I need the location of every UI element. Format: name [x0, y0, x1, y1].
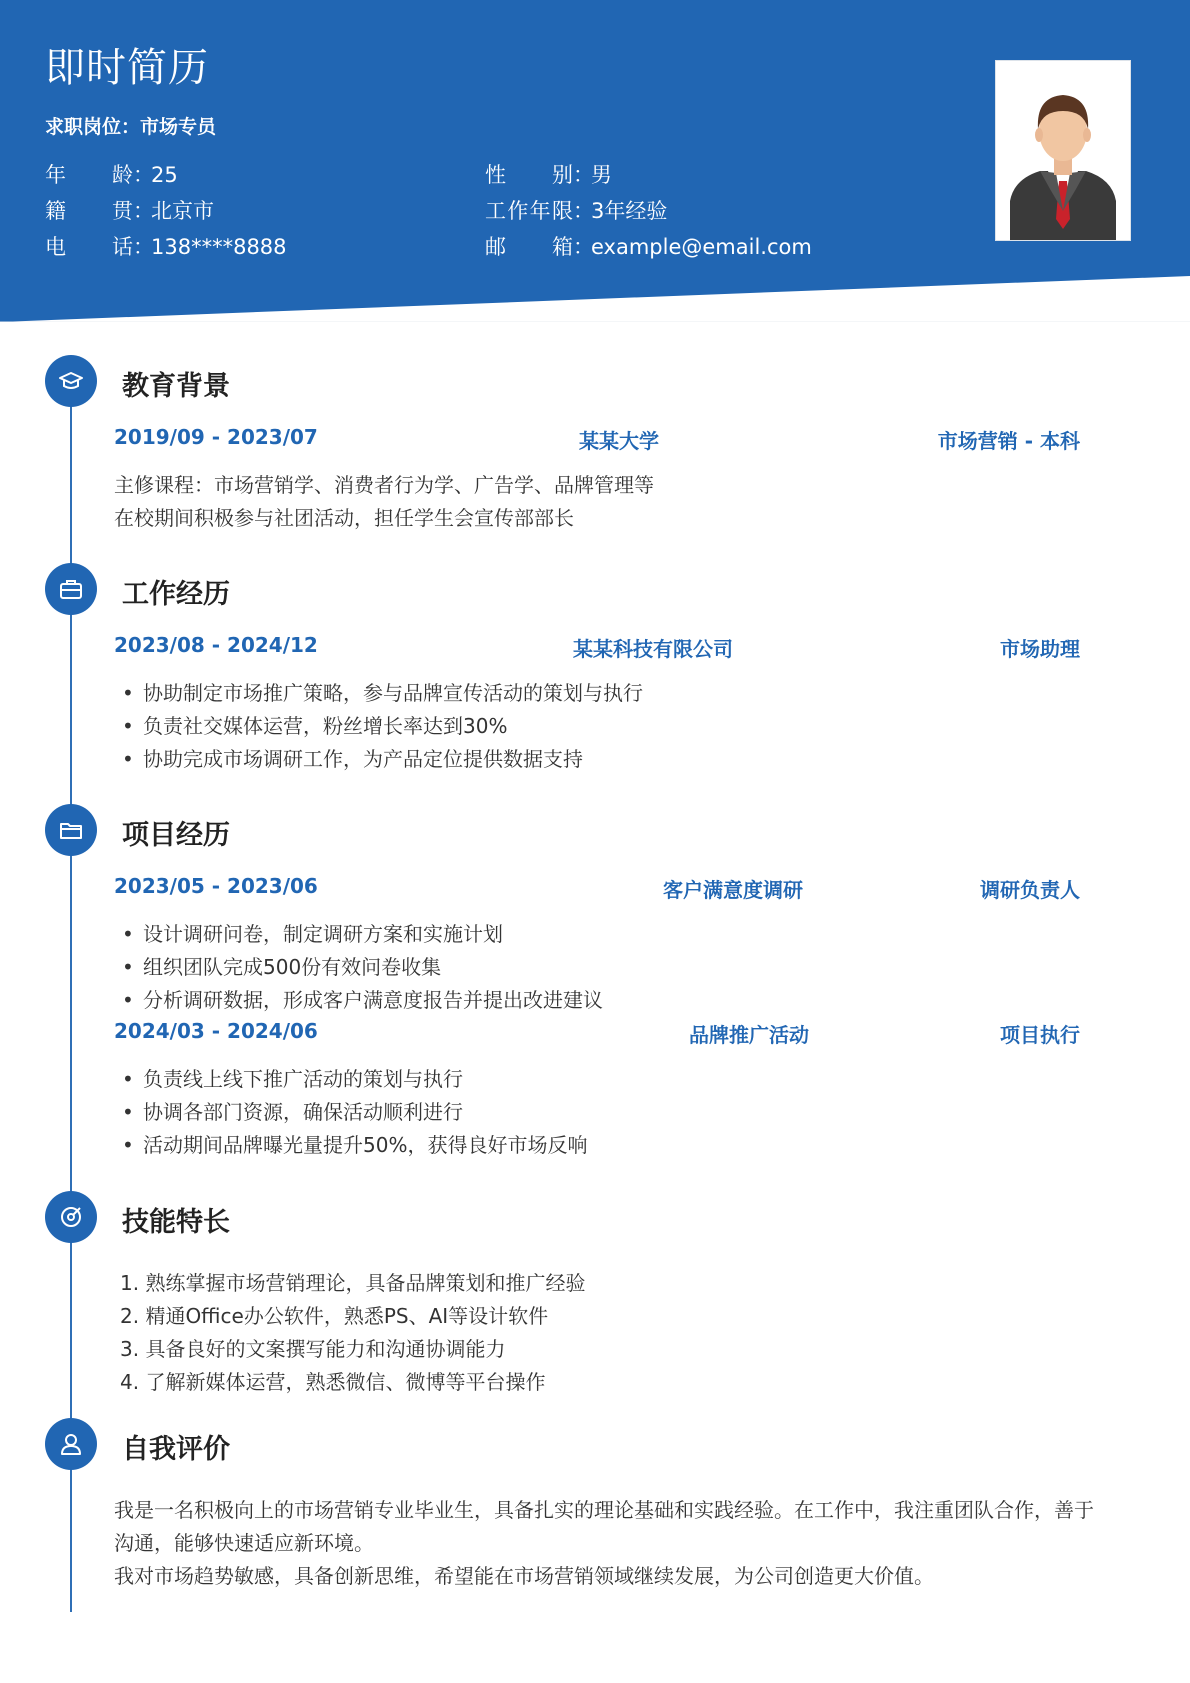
education-school: 某某大学: [579, 429, 659, 453]
avatar-illustration: [996, 61, 1130, 240]
work-bullet: • 协助制定市场推广策略，参与品牌宣传活动的策划与执行: [122, 677, 643, 706]
skill-item: 4. 了解新媒体运营，熟悉微信、微博等平台操作: [120, 1370, 546, 1394]
project-date: 2023/05 - 2023/06: [114, 874, 318, 898]
work-bullet: • 负责社交媒体运营，粉丝增长率达到30%: [122, 710, 507, 739]
education-date: 2019/09 - 2023/07: [114, 425, 318, 449]
education-detail: 在校期间积极参与社团活动，担任学生会宣传部部长: [114, 506, 574, 530]
project-name: 品牌推广活动: [689, 1023, 809, 1047]
project-bullet: • 组织团队完成500份有效问卷收集: [122, 951, 441, 980]
project-bullet: • 协调各部门资源，确保活动顺利进行: [122, 1096, 463, 1125]
self-eval-text: 我对市场趋势敏感，具备创新思维，希望能在市场营销领域继续发展，为公司创造更大价值。: [114, 1564, 934, 1588]
education-detail: 主修课程：市场营销学、消费者行为学、广告学、品牌管理等: [114, 473, 654, 497]
target-icon: [45, 1191, 97, 1243]
work-role: 市场助理: [1000, 637, 1080, 661]
work-date: 2023/08 - 2024/12: [114, 633, 318, 657]
job-label: 求职岗位：: [45, 116, 141, 138]
resume-title: 即时简历: [45, 45, 209, 91]
project-role: 项目执行: [1000, 1023, 1080, 1047]
graduation-cap-icon: [45, 355, 97, 407]
self-eval-text: 我是一名积极向上的市场营销专业毕业生，具备扎实的理论基础和实践经验。在工作中，我注重团队合作，善于: [114, 1498, 1094, 1522]
job-value: 市场专员: [140, 116, 217, 138]
section-title-skills: 技能特长: [122, 1207, 230, 1238]
info-phone: 电话：138****8888: [45, 235, 287, 259]
skill-item: 1. 熟练掌握市场营销理论，具备品牌策划和推广经验: [120, 1271, 586, 1295]
project-bullet: • 设计调研问卷，制定调研方案和实施计划: [122, 918, 503, 947]
project-date: 2024/03 - 2024/06: [114, 1019, 318, 1043]
info-email: 邮箱：example@email.com: [485, 235, 812, 259]
section-title-education: 教育背景: [122, 371, 230, 402]
skill-item: 3. 具备良好的文案撰写能力和沟通协调能力: [120, 1337, 506, 1361]
project-bullet: • 负责线上线下推广活动的策划与执行: [122, 1063, 463, 1092]
project-bullet: • 分析调研数据，形成客户满意度报告并提出改进建议: [122, 984, 603, 1013]
user-icon: [45, 1418, 97, 1470]
education-major: 市场营销 - 本科: [937, 429, 1080, 453]
section-title-self-eval: 自我评价: [122, 1434, 230, 1465]
work-entry-header: [114, 633, 1080, 663]
work-company: 某某科技有限公司: [573, 637, 733, 661]
info-gender: 性别：男: [485, 163, 612, 187]
work-bullet: • 协助完成市场调研工作，为产品定位提供数据支持: [122, 743, 583, 772]
folder-icon: [45, 804, 97, 856]
section-title-projects: 项目经历: [122, 820, 230, 851]
project-entry-header: [114, 874, 1080, 904]
info-age: 年龄：25: [45, 163, 178, 187]
info-hometown: 籍贯：北京市: [45, 199, 214, 223]
project-bullet: • 活动期间品牌曝光量提升50%，获得良好市场反响: [122, 1129, 587, 1158]
education-entry-header: [114, 425, 1080, 455]
project-name: 客户满意度调研: [663, 878, 803, 902]
job-target: [45, 112, 216, 139]
info-experience: 工作年限：3年经验: [485, 199, 668, 223]
self-eval-text: 沟通，能够快速适应新环境。: [114, 1531, 374, 1555]
project-entry-header: [114, 1019, 1080, 1049]
section-title-work: 工作经历: [122, 579, 230, 610]
skill-item: 2. 精通Office办公软件，熟悉PS、AI等设计软件: [120, 1304, 549, 1328]
project-role: 调研负责人: [980, 878, 1080, 902]
profile-photo: [995, 60, 1131, 241]
briefcase-icon: [45, 563, 97, 615]
